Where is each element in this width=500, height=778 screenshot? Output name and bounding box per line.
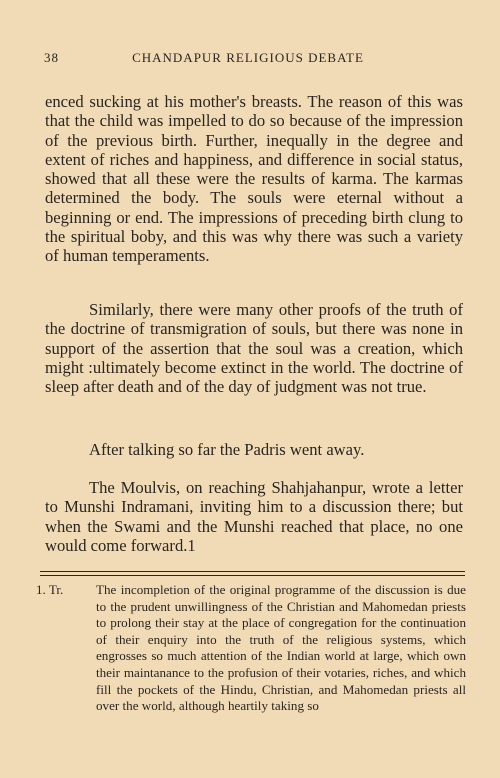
paragraph-2: [45, 300, 463, 396]
paragraph-text: After talking so far the Padris went away.: [89, 440, 365, 459]
paragraph-text: Similarly, there were many other proofs of the truth of the doctrine of transmigration of souls, but there was none in support of the assertion that the soul was a creation, which might :ultimately become extinct in the world. The doctrine of sleep after death and of the day of judgment was not true.: [45, 300, 463, 397]
page-number: 38: [44, 50, 59, 65]
footnote: [36, 582, 466, 715]
footnote-divider: [40, 571, 465, 572]
running-title: CHANDAPUR RELIGIOUS DEBATE: [132, 50, 364, 65]
footnote-divider-second: [40, 575, 465, 576]
paragraph-text: The Moulvis, on reaching Shahjahanpur, wrote a letter to Munshi Indramani, inviting him to a discussion there; but when the Swami and the Munshi reached that place, no one would come forward.1: [45, 478, 463, 555]
paragraph-4: [45, 478, 463, 555]
paragraph-3: [45, 440, 463, 459]
paragraph-1: [45, 92, 463, 266]
paragraph-text: enced sucking at his mother's breasts. The reason of this was that the child was impelled to do so because of the impression of the previous birth. Further, inequally in the degree and extent of riches and happiness, and difference in social status, showed that all these were the results of karma. The karmas determined the body. The souls were eternal without a beginning or end. The impressions of preceding birth clung to the spiritual boby, and this was why there was such a variety of human temperaments.: [45, 92, 463, 266]
footnote-marker: 1. Tr.: [36, 582, 64, 597]
footnote-text: The incompletion of the original programme of the discussion is due to the prudent unwillingness of the Christian and Mahomedan priests to prolong their stay at the place of congregation for the continuation of their enquiry into the truth of the religious systems, which engrosses so much attention of the Indian world at large, which own their maintanance to the profusion of their votaries, riches, and which fill the pockets of the Hindu, Christian, and Mahomedan priests all over the world, although heartily taking so: [96, 582, 466, 714]
